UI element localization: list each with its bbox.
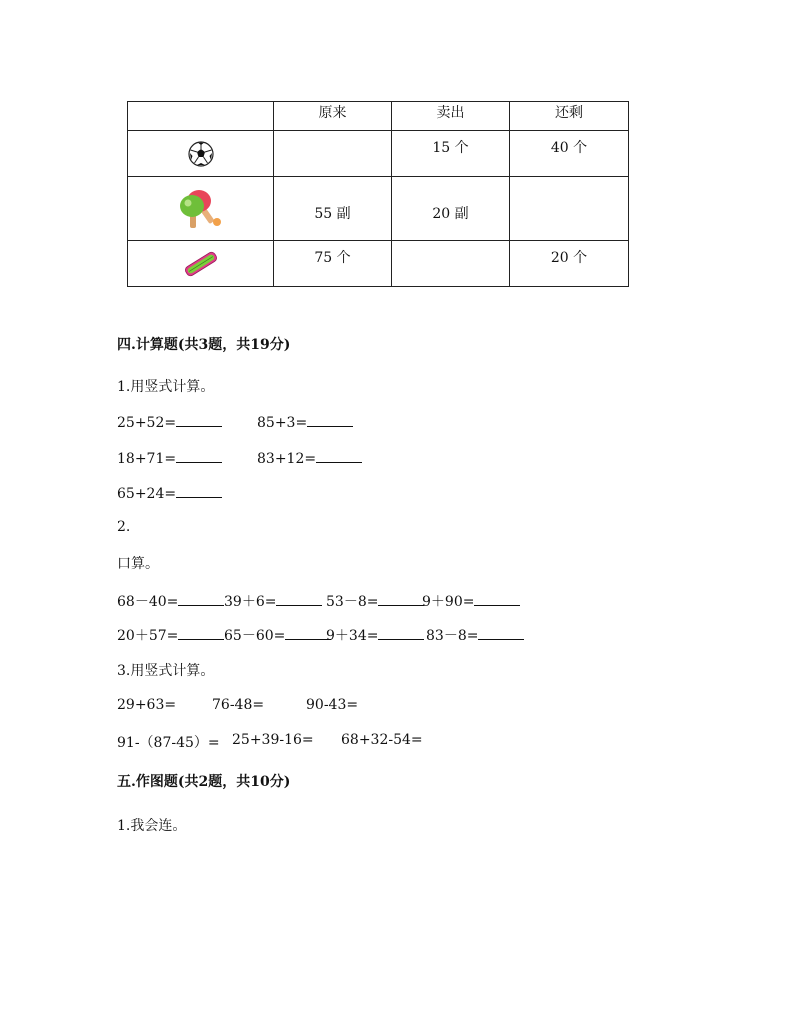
equation: 25+39-16= xyxy=(232,732,314,748)
sales-table xyxy=(127,101,629,287)
answer-blank[interactable] xyxy=(176,413,222,427)
equation: 65+24= xyxy=(117,484,222,502)
answer-blank[interactable] xyxy=(178,626,224,640)
table-cell-sold: 15 个 xyxy=(392,131,510,177)
equation: 76-48= xyxy=(212,697,265,713)
equation: 85+3= xyxy=(257,413,353,431)
equation: 90-43= xyxy=(306,697,359,713)
section-heading: 四.计算题(共3题，共19分) xyxy=(117,337,291,353)
table-row xyxy=(128,177,629,241)
equation: 9＋34= xyxy=(326,625,424,645)
equation: 53－8= xyxy=(326,591,424,611)
table-cell-sold xyxy=(392,241,510,287)
equation: 25+52= xyxy=(117,413,222,431)
question-prompt: 1.用竖式计算。 xyxy=(117,379,215,395)
answer-blank[interactable] xyxy=(378,626,424,640)
table-cell-original: 75 个 xyxy=(274,241,392,287)
table-header-cell xyxy=(128,102,274,131)
table-cell-remaining: 40 个 xyxy=(510,131,629,177)
equation: 91-（87-45）= xyxy=(117,735,220,751)
question-number: 2. xyxy=(117,519,131,535)
table-header-cell: 卖出 xyxy=(392,102,510,131)
soccer-ball-icon xyxy=(188,141,214,167)
ping-pong-paddles-icon xyxy=(177,188,225,230)
table-row xyxy=(128,241,629,287)
table-header-cell: 还剩 xyxy=(510,102,629,131)
equation: 83+12= xyxy=(257,449,362,467)
answer-blank[interactable] xyxy=(176,449,222,463)
equation: 65－60= xyxy=(224,625,331,645)
question-prompt: 口算。 xyxy=(117,556,159,572)
answer-blank[interactable] xyxy=(307,413,353,427)
answer-blank[interactable] xyxy=(478,626,524,640)
table-cell-remaining xyxy=(510,177,629,241)
question-prompt: 3.用竖式计算。 xyxy=(117,663,215,679)
equation: 68+32-54= xyxy=(341,732,423,748)
table-header-row xyxy=(128,102,629,131)
table-row xyxy=(128,131,629,177)
equation: 29+63= xyxy=(117,697,177,713)
table-cell-sold: 20 副 xyxy=(392,177,510,241)
equation: 20＋57= xyxy=(117,625,224,645)
equation: 83－8= xyxy=(426,625,524,645)
table-icon-cell xyxy=(128,131,274,177)
answer-blank[interactable] xyxy=(176,484,222,498)
table-cell-remaining: 20 个 xyxy=(510,241,629,287)
answer-blank[interactable] xyxy=(178,592,224,606)
table-icon-cell xyxy=(128,241,274,287)
answer-blank[interactable] xyxy=(285,626,331,640)
question-prompt: 1.我会连。 xyxy=(117,818,187,834)
equation: 18+71= xyxy=(117,449,222,467)
table-cell-original xyxy=(274,131,392,177)
answer-blank[interactable] xyxy=(378,592,424,606)
answer-blank[interactable] xyxy=(474,592,520,606)
table-cell-original: 55 副 xyxy=(274,177,392,241)
pencil-case-icon xyxy=(181,249,221,279)
table-icon-cell xyxy=(128,177,274,241)
answer-blank[interactable] xyxy=(276,592,322,606)
answer-blank[interactable] xyxy=(316,449,362,463)
equation: 9＋90= xyxy=(422,591,520,611)
equation: 39＋6= xyxy=(224,591,322,611)
table-header-cell: 原来 xyxy=(274,102,392,131)
section-heading: 五.作图题(共2题，共10分) xyxy=(117,774,291,790)
equation: 68－40= xyxy=(117,591,224,611)
